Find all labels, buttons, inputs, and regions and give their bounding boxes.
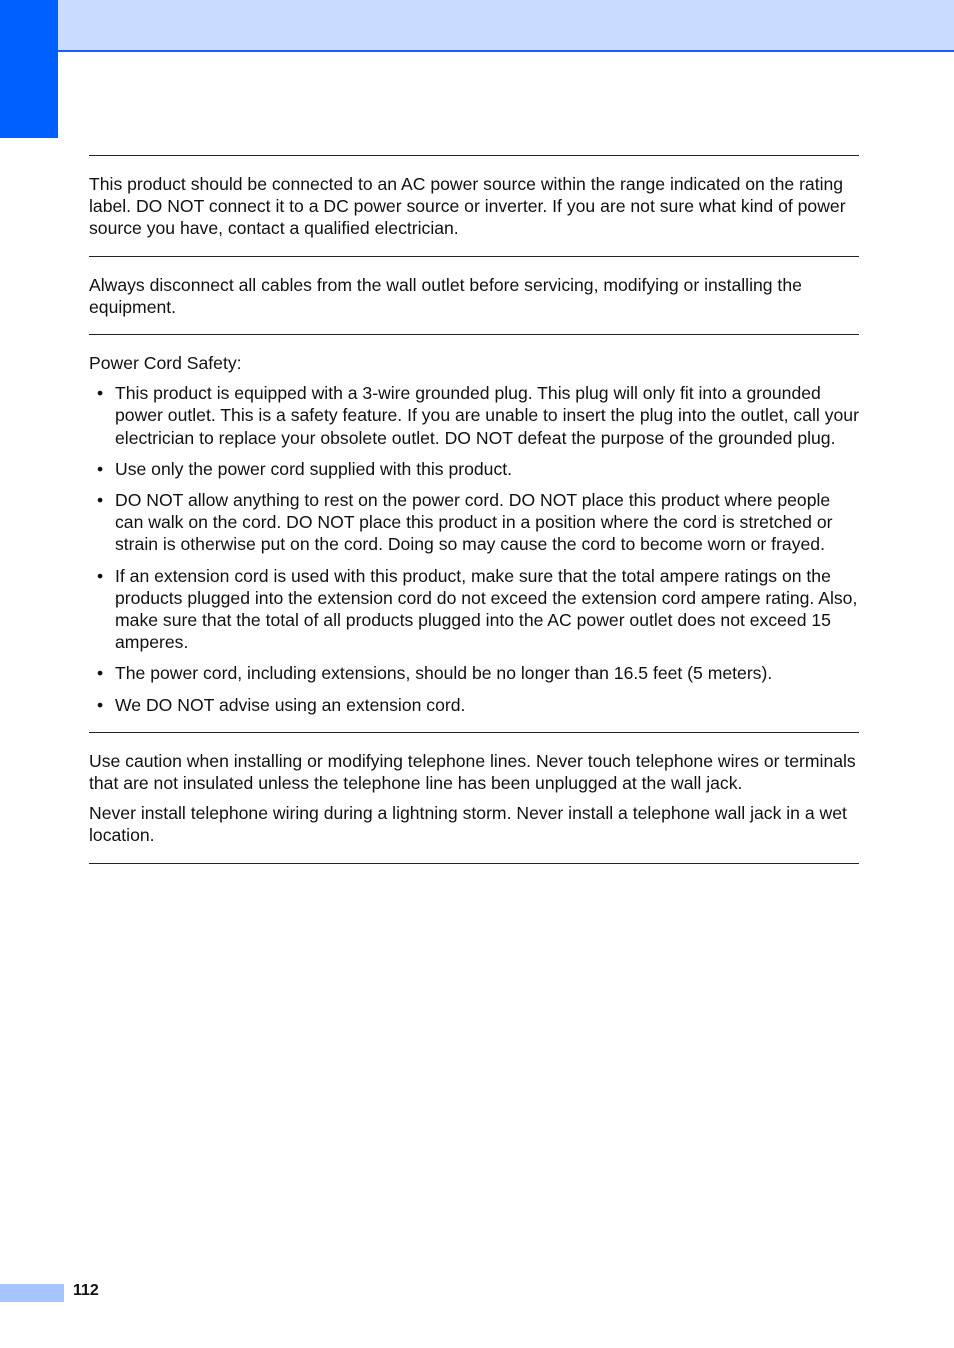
bullet-icon: • <box>97 694 104 715</box>
bullet-item <box>89 694 859 716</box>
bullet-text: The power cord, including extensions, should be no longer than 16.5 feet (5 meters). <box>115 663 773 684</box>
footer-band <box>0 1284 64 1302</box>
chapter-tab <box>0 0 58 138</box>
bullet-icon: • <box>97 383 104 404</box>
paragraph: Always disconnect all cables from the wall outlet before servicing, modifying or installing the equipment. <box>89 274 802 317</box>
bullet-text: This product is equipped with a 3-wire grounded plug. This plug will only fit into a grounded power outlet. This is a safety feature. If you are unable to insert the plug into the outlet, call your electrician to replace your obsolete outlet. DO NOT defeat the purpose of the grounded plug. <box>115 383 859 448</box>
bullet-icon: • <box>97 565 104 586</box>
section-power-source <box>89 155 859 256</box>
bullet-item <box>89 489 859 556</box>
bullet-item <box>89 382 859 449</box>
bullet-icon: • <box>97 663 104 684</box>
paragraph: Never install telephone wiring during a lightning storm. Never install a telephone wall jack in a wet location. <box>89 803 847 846</box>
bullet-text: We DO NOT advise using an extension cord. <box>115 694 466 715</box>
bullet-list <box>89 382 859 716</box>
section-heading: Power Cord Safety: <box>89 353 242 374</box>
page-header-band <box>0 0 954 52</box>
page-number: 112 <box>73 1282 99 1299</box>
safety-content <box>89 155 859 864</box>
bullet-icon: • <box>97 458 104 479</box>
paragraph: Use caution when installing or modifying telephone lines. Never touch telephone wires or terminals that are not insulated unless the telephone line has been unplugged at the wall jack. <box>89 750 856 794</box>
bullet-text: DO NOT allow anything to rest on the power cord. DO NOT place this product where people can walk on the cord. DO NOT place this product in a position where the cord is stretched or strain is otherwise put on the cord. Doing so may cause the cord to become worn or frayed. <box>115 490 833 555</box>
bullet-item <box>89 565 859 654</box>
bullet-icon: • <box>97 490 104 511</box>
section-disconnect-cables <box>89 256 859 334</box>
bullet-text: If an extension cord is used with this product, make sure that the total ampere ratings on the products plugged into the extension cord do not exceed the extension cord ampere rating. Also, make sure that the total of all products plugged into the AC power outlet does not exceed 15 amperes. <box>115 565 858 653</box>
section-power-cord-safety <box>89 334 859 732</box>
bullet-item <box>89 458 859 480</box>
section-telephone-lines <box>89 732 859 864</box>
bullet-item <box>89 662 859 684</box>
paragraph: This product should be connected to an AC power source within the range indicated on the rating label. DO NOT connect it to a DC power source or inverter. If you are not sure what kind of power source you have, contact a qualified electrician. <box>89 174 846 239</box>
bullet-text: Use only the power cord supplied with this product. <box>115 458 513 479</box>
